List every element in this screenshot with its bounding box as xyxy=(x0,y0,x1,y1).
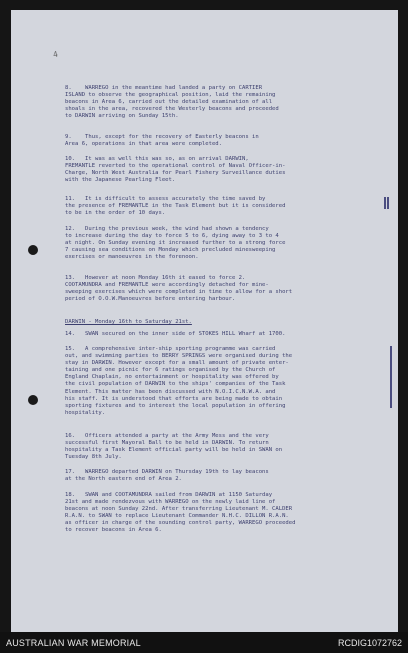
punch-hole xyxy=(28,245,38,255)
corner-mark: 4 xyxy=(52,49,59,60)
paragraph-8: 8. WARREGO in the meantime had landed a party on CARTIER ISLAND to observe the geographical position, laid the remaining beacons in Area 6, carried out the detailed examination of all shoals in the area, recovered the Westerly beacons and proceeded to DARWIN arriving on Sunday 15th. xyxy=(65,85,279,120)
section-heading: DARWIN - Monday 16th to Saturday 21st. xyxy=(65,319,192,325)
archive-footer xyxy=(0,632,408,653)
margin-mark xyxy=(384,197,386,209)
paragraph-16: 16. Officers attended a party at the Army Mess and the very successful first Mayoral Ball to be held in DARWIN. To return hospitality a Task Element official party will be held in SWAN on Tuesday 8th July. xyxy=(65,433,283,461)
paragraph-10: 10. It was as well this was so, as on arrival DARWIN, FREMANTLE reverted to the operational control of Naval Officer-in- Charge, North West Australia for Pearl Fishery Surveillance duties with the Japanese Pearling Fleet. xyxy=(65,156,286,184)
paragraph-18: 18. SWAN and COOTAMUNDRA sailed from DARWIN at 1150 Saturday 21st and made rendezvous with WARREGO on the newly laid line of beacons at noon Sunday 22nd. After transferring Lieutenant M. CALDER R.A.N. to SWAN to replace Lieutenant Commander N.H.C. DILLON R.A.N. as officer in charge of the sounding control party, WARREGO proceeded to recover beacons in Area 6. xyxy=(65,492,296,534)
archive-id: RCDIG1072762 xyxy=(337,638,402,648)
archive-name: AUSTRALIAN WAR MEMORIAL xyxy=(6,638,141,648)
paragraph-13: 13. However at noon Monday 16th it eased to force 2. COOTAMUNDRA and FREMANTLE were accordingly detached for mine- sweeping exercises which were completed in time to allow for a short period of O.O.W.Manoeuvres before entering harbour. xyxy=(65,275,293,303)
document-page xyxy=(11,10,398,632)
margin-mark xyxy=(390,346,392,408)
paragraph-15: 15. A comprehensive inter-ship sporting programme was carried out, and swimming parties to BERRY SPRINGS were organised during the stay in DARWIN. However except for a small amount of private enter- taining and one picnic for 6 ratings organised by the Church of England Chaplain, no entertainment or hospitality was offered by the civil population of DARWIN to the ships' companies of the Task Element. This matter has been discussed with N.O.I.C.N.W.A. and his staff. It is understood that efforts are being made to obtain sporting fixtures and to interest the local population in offering hospitality. xyxy=(65,346,293,416)
margin-mark xyxy=(387,197,389,209)
paragraph-17: 17. WARREGO departed DARWIN on Thursday 19th to lay beacons at the North eastern end of Area 2. xyxy=(65,469,269,483)
paragraph-14: 14. SWAN secured on the inner side of STOKES HILL Wharf at 1700. xyxy=(65,331,286,337)
paragraph-11: 11. It is difficult to assess accurately the time saved by the presence of FREMANTLE in the Task Element but it is considered to be in the order of 10 days. xyxy=(65,196,286,217)
paragraph-9: 9. Thus, except for the recovery of Easterly beacons in Area 6, operations in that area were completed. xyxy=(65,134,259,148)
punch-hole xyxy=(28,395,38,405)
paragraph-12: 12. During the previous week, the wind had shown a tendency to increase during the day to force 5 to 6, dying away to 3 to 4 at night. On Sunday evening it increased further to a strong force 7 causing sea conditions on Monday which precluded minesweeping exercises or manoeuvres in the forenoon. xyxy=(65,226,286,261)
